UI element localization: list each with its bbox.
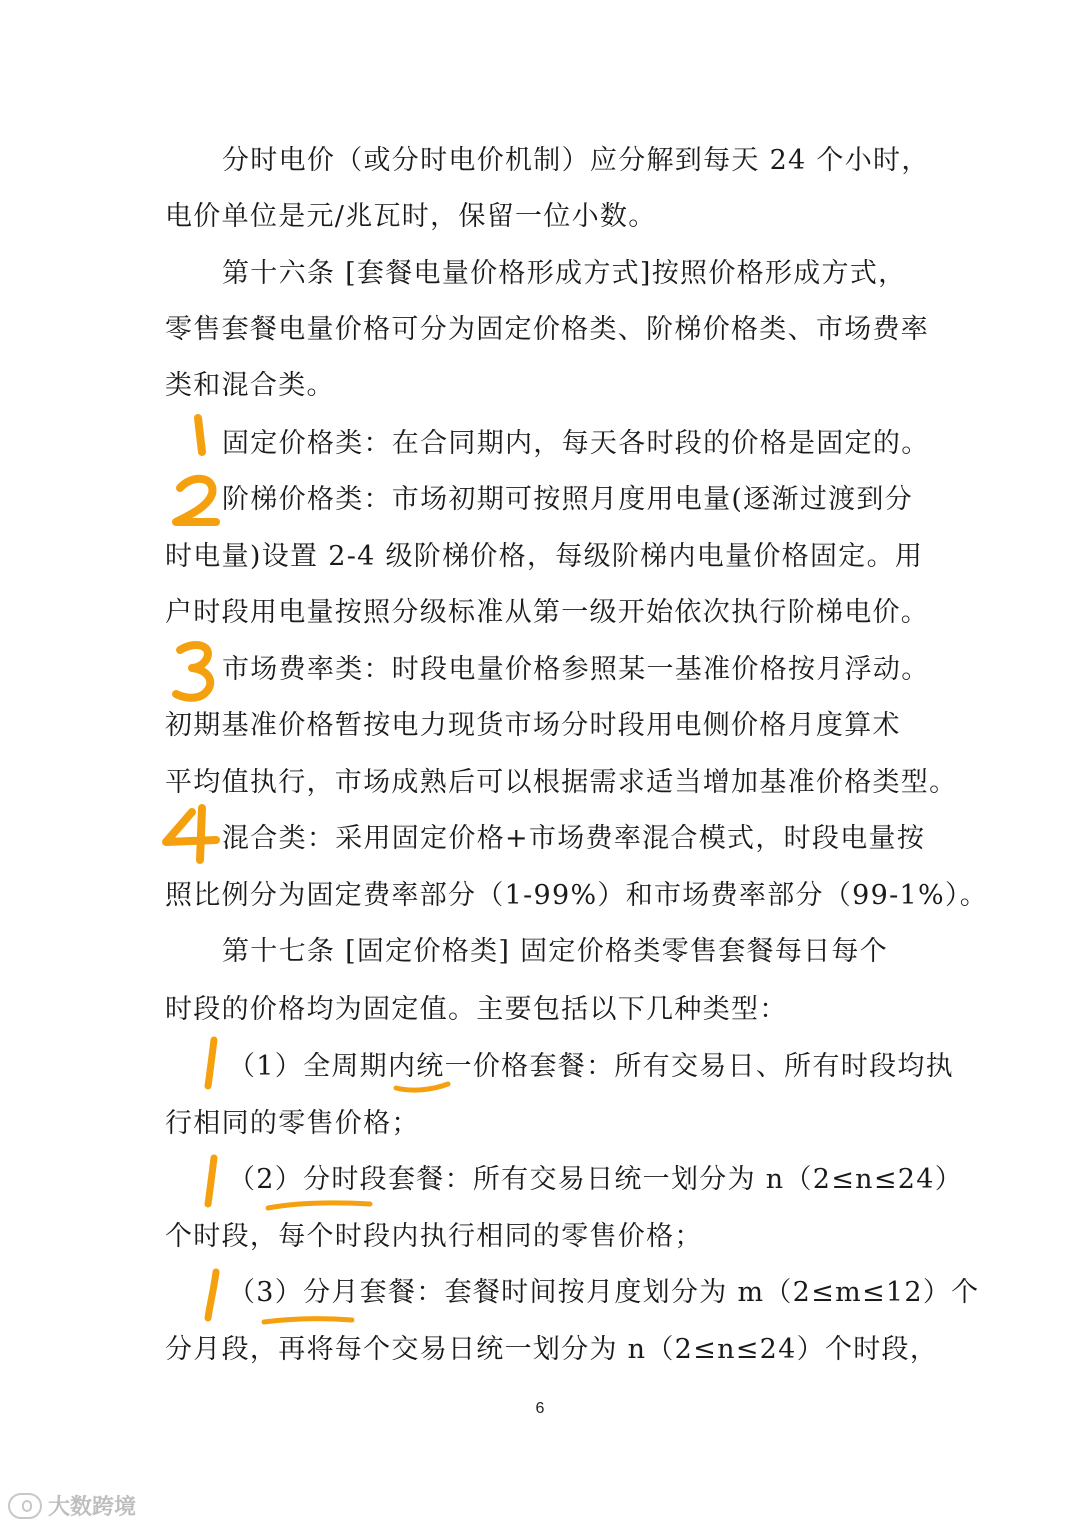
text-line: 初期基准价格暂按电力现货市场分时段用电侧价格月度算术 — [165, 710, 901, 741]
handwritten-number-1 — [198, 418, 202, 452]
text-line: 市场费率类：时段电量价格参照某一基准价格按月浮动。 — [222, 654, 930, 685]
watermark-text: 大数跨境 — [48, 1495, 137, 1520]
vertical-mark — [208, 1272, 216, 1318]
text-line: （1）全周期内统一价格套餐：所有交易日、所有时段均执 — [228, 1051, 954, 1082]
text-line: （3）分月套餐：套餐时间按月度划分为 m（2≤m≤12）个 — [228, 1277, 980, 1308]
handwritten-number-4 — [166, 808, 216, 860]
underline-mark — [396, 1084, 448, 1090]
underline-mark — [268, 1203, 370, 1208]
text-line: 平均值执行，市场成熟后可以根据需求适当增加基准价格类型。 — [165, 767, 958, 798]
text-line: 类和混合类。 — [165, 370, 335, 401]
text-line: 分时电价（或分时电价机制）应分解到每天 24 个小时， — [222, 145, 930, 176]
handwritten-number-2 — [176, 479, 216, 522]
text-line: 分月段，再将每个交易日统一划分为 n（2≤n≤24）个时段， — [165, 1334, 939, 1365]
text-line: 第十六条 [套餐电量价格形成方式]按照价格形成方式， — [222, 258, 907, 289]
text-line: 照比例分为固定费率部分（1-99%）和市场费率部分（99-1%）。 — [165, 880, 989, 911]
text-line: 固定价格类：在合同期内，每天各时段的价格是固定的。 — [222, 428, 930, 459]
text-line: 户时段用电量按照分级标准从第一级开始依次执行阶梯电价。 — [165, 597, 930, 628]
text-line: 电价单位是元/兆瓦时，保留一位小数。 — [165, 201, 657, 232]
handwritten-number-3 — [176, 645, 210, 698]
text-line: 时段的价格均为固定值。主要包括以下几种类型： — [165, 994, 788, 1025]
text-line: 个时段，每个时段内执行相同的零售价格； — [165, 1221, 703, 1252]
text-line: 阶梯价格类：市场初期可按照月度用电量(逐渐过渡到分 — [222, 484, 914, 515]
text-line: （2）分时段套餐：所有交易日统一划分为 n（2≤n≤24） — [228, 1164, 964, 1195]
text-line: 零售套餐电量价格可分为固定价格类、阶梯价格类、市场费率 — [165, 314, 930, 345]
text-line: 时电量)设置 2-4 级阶梯价格，每级阶梯内电量价格固定。用 — [165, 541, 924, 572]
text-line: 第十七条 [固定价格类] 固定价格类零售套餐每日每个 — [222, 936, 889, 967]
page-number: 6 — [535, 1400, 545, 1417]
text-line: 混合类：采用固定价格+市场费率混合模式，时段电量按 — [222, 823, 926, 854]
underline-mark — [264, 1319, 352, 1322]
vertical-mark — [208, 1158, 214, 1204]
text-line: 行相同的零售价格； — [165, 1108, 420, 1139]
vertical-mark — [208, 1040, 214, 1086]
watermark-logo-icon — [8, 1493, 42, 1519]
watermark — [8, 1490, 136, 1521]
